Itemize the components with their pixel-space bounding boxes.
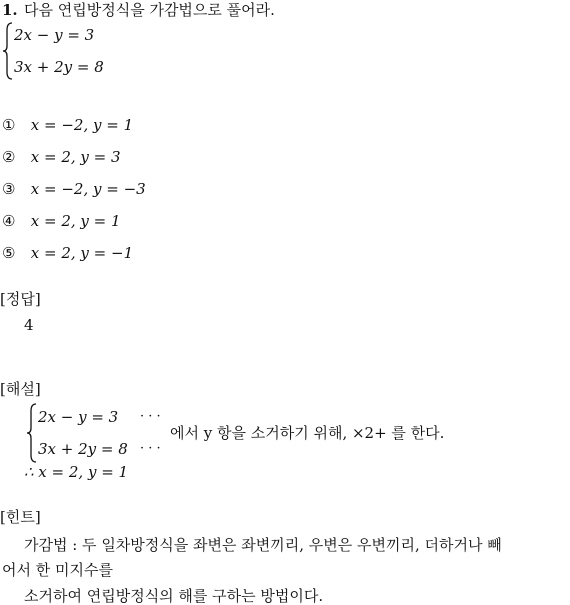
choice-text: x = 2, y = −1 (30, 244, 134, 262)
choice-text: x = −2, y = 1 (30, 116, 134, 134)
choice-marker: ② (2, 148, 16, 166)
answer-value: 4 (24, 316, 34, 334)
explanation-equation-2: 3x + 2y = 8 (38, 440, 128, 458)
choice-text: x = 2, y = 1 (30, 212, 121, 230)
left-brace-icon (26, 403, 38, 463)
choice-marker: ⑤ (2, 244, 16, 262)
choice-1[interactable] (2, 118, 133, 133)
system-equation-2: 3x + 2y = 8 (14, 58, 104, 76)
hint-label: [힌트] (0, 508, 41, 526)
explanation-equation-1: 2x − y = 3 (38, 408, 119, 426)
hint-line-3: 소거하여 연립방정식의 해를 구하는 방법이다. (24, 587, 324, 605)
question-number: 1. (2, 1, 18, 19)
choice-marker: ① (2, 116, 16, 134)
hint-line-1: 가감법 : 두 일차방정식을 좌변은 좌변끼리, 우변은 우변끼리, 더하거나 빼 (24, 536, 502, 554)
choice-text: x = 2, y = 3 (30, 148, 121, 166)
explanation-note: 에서 y 항을 소거하기 위해, ×2+ 를 한다. (170, 424, 445, 442)
explanation-label: [해설] (0, 380, 41, 398)
ellipsis-2: · · · (140, 441, 161, 456)
ellipsis-1: · · · (140, 409, 161, 424)
system-equation-1: 2x − y = 3 (14, 26, 95, 44)
hint-line-2: 어서 한 미지수를 (2, 561, 113, 579)
choice-2[interactable] (2, 150, 121, 165)
question-prompt: 다음 연립방정식을 가감법으로 풀어라. (24, 1, 275, 19)
choice-5[interactable] (2, 246, 133, 261)
answer-label: [정답] (0, 290, 41, 308)
choice-marker: ④ (2, 212, 16, 230)
choice-4[interactable] (2, 214, 121, 229)
choice-text: x = −2, y = −3 (30, 180, 146, 198)
choice-3[interactable] (2, 182, 146, 197)
left-brace-icon (2, 22, 14, 80)
explanation-conclusion: ∴ x = 2, y = 1 (24, 463, 129, 481)
choice-marker: ③ (2, 180, 16, 198)
